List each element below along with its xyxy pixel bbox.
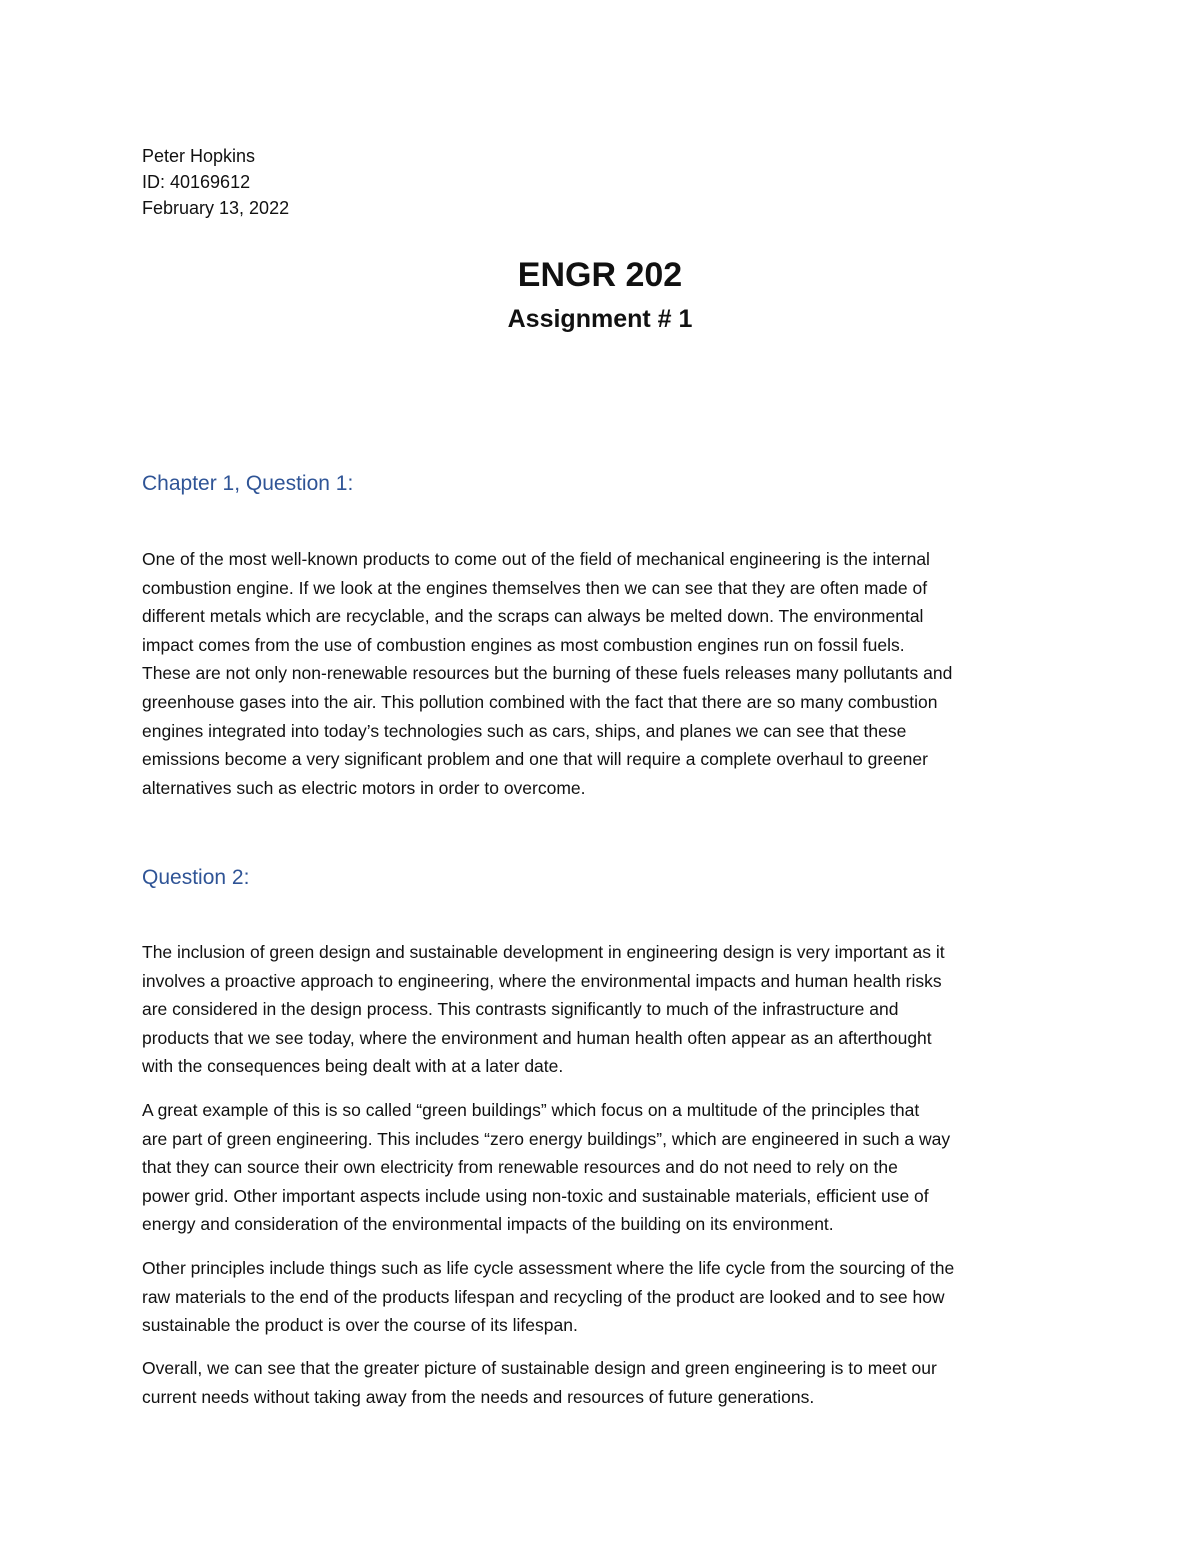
student-id: ID: 40169612 [142, 172, 251, 192]
title-block [0, 252, 1200, 336]
text-line: are considered in the design process. This contrasts significantly to much of the infrastructure and [142, 999, 899, 1020]
text-line: different metals which are recyclable, and the scraps can always be melted down. The environmental [142, 606, 924, 627]
course-title: ENGR 202 [517, 256, 683, 294]
text-line: with the consequences being dealt with at a later date. [142, 1056, 564, 1077]
text-line: The inclusion of green design and sustainable development in engineering design is very important as it [142, 942, 945, 962]
text-line: energy and consideration of the environmental impacts of the building on its environment. [142, 1214, 834, 1235]
text-line: power grid. Other important aspects include using non-toxic and sustainable materials, efficient use of [142, 1185, 929, 1206]
text-line: Overall, we can see that the greater picture of sustainable design and green engineering is to meet our [142, 1358, 937, 1378]
paragraph [142, 1254, 1067, 1340]
paragraph [142, 1096, 1067, 1239]
paragraph [142, 938, 1067, 1081]
document-date: February 13, 2022 [142, 198, 290, 218]
section-heading-question-1: Chapter 1, Question 1: [142, 472, 354, 495]
text-line: involves a proactive approach to engineering, where the environmental impacts and human health risks [142, 970, 942, 991]
text-line: One of the most well-known products to come out of the field of mechanical engineering is the internal [142, 549, 930, 569]
text-line: combustion engine. If we look at the engines themselves then we can see that they are often made of [142, 577, 928, 598]
text-line: products that we see today, where the environment and human health often appear as an afterthought [142, 1027, 932, 1048]
text-line: are part of green engineering. This includes “zero energy buildings”, which are engineered in such a way [142, 1128, 951, 1149]
paragraph [142, 545, 1067, 802]
text-line: engines integrated into today’s technologies such as cars, ships, and planes we can see that these [142, 720, 907, 741]
text-line: emissions become a very significant problem and one that will require a complete overhaul to greener [142, 749, 928, 770]
text-line: impact comes from the use of combustion engines as most combustion engines run on fossil fuels. [142, 634, 905, 655]
paragraph [142, 1354, 1067, 1411]
text-line: current needs without taking away from the needs and resources of future generations. [142, 1386, 815, 1407]
text-line: that they can source their own electricity from renewable resources and do not need to rely on the [142, 1157, 898, 1178]
assignment-title: Assignment # 1 [507, 305, 693, 333]
text-line: greenhouse gases into the air. This pollution combined with the fact that there are so many combustion [142, 691, 938, 712]
section-heading-question-2: Question 2: [142, 866, 250, 889]
text-line: Other principles include things such as life cycle assessment where the life cycle from the sourcing of the [142, 1258, 955, 1278]
text-line: sustainable the product is over the course of its lifespan. [142, 1315, 578, 1336]
text-line: These are not only non-renewable resources but the burning of these fuels releases many pollutants and [142, 663, 953, 684]
text-line: alternatives such as electric motors in order to overcome. [142, 777, 586, 798]
author-header [142, 143, 289, 221]
author-name: Peter Hopkins [142, 146, 256, 166]
text-line: raw materials to the end of the products lifespan and recycling of the product are looked and to see how [142, 1286, 945, 1307]
text-line: A great example of this is so called “green buildings” which focus on a multitude of the principles that [142, 1100, 920, 1120]
